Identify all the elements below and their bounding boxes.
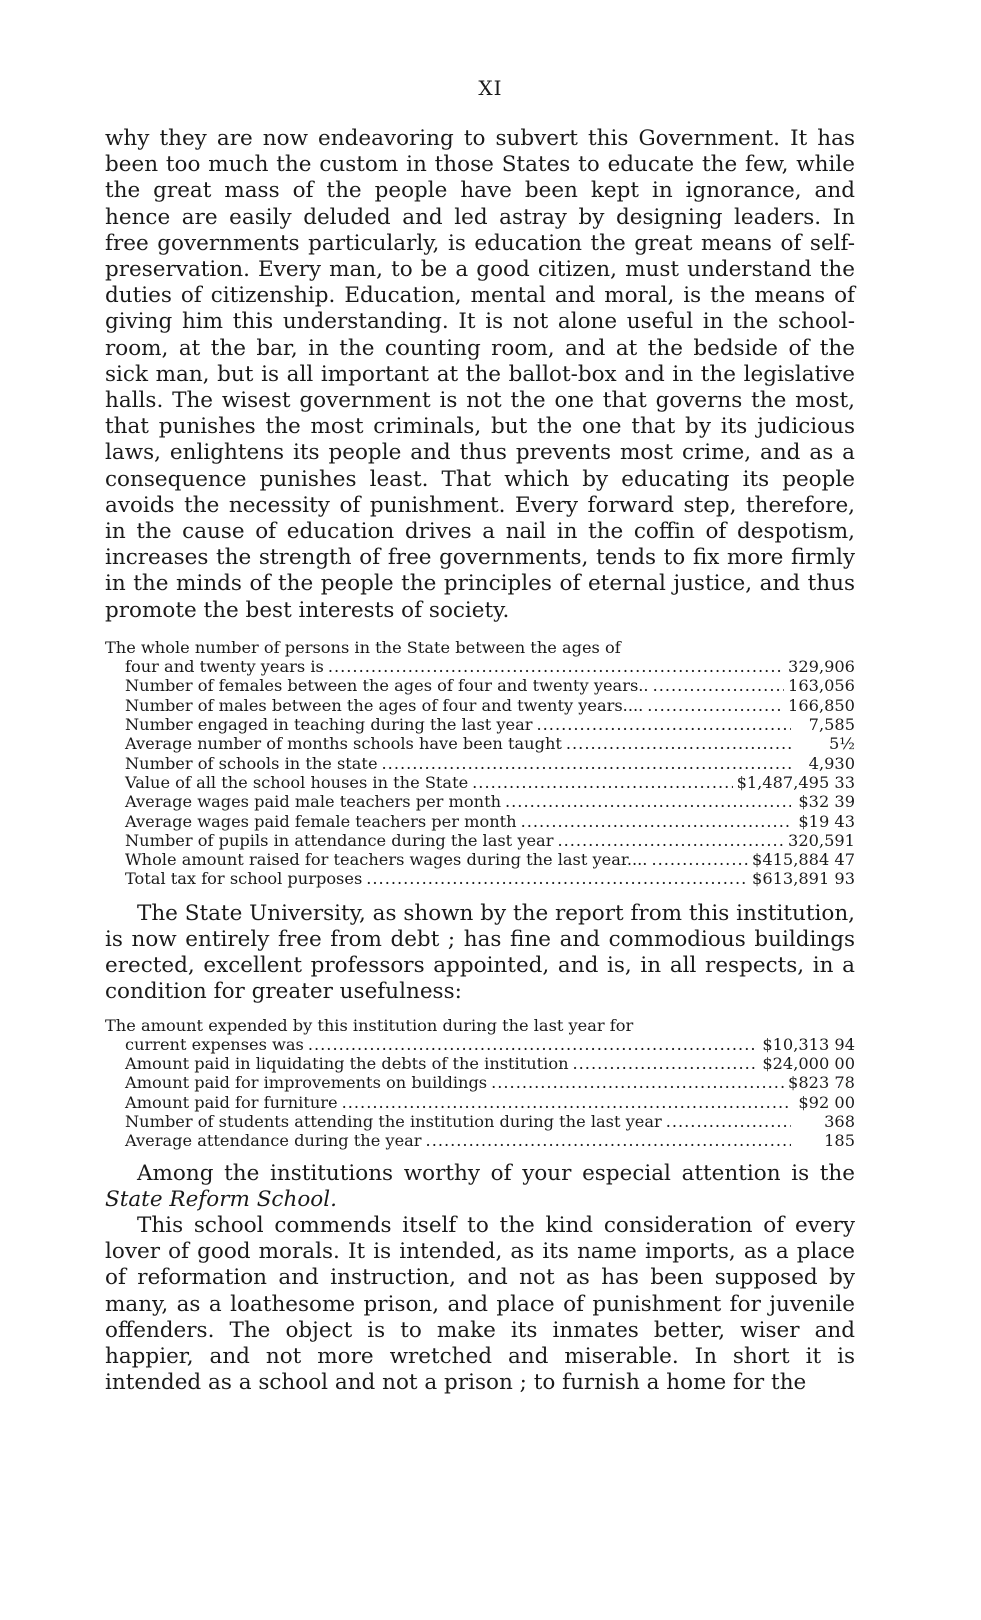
stat-value: $24,000 00 (762, 1054, 855, 1074)
stat-label: Amount paid for furniture (125, 1092, 338, 1112)
university-stat-list (105, 1054, 855, 1150)
stat-value: 163,056 (788, 676, 855, 696)
leader-dots (653, 676, 784, 695)
stat-label: Amount paid for improvements on buildings (125, 1073, 488, 1093)
leader-dots (382, 754, 791, 773)
stat-value: 329,906 (788, 657, 855, 677)
leader-dots (651, 850, 748, 869)
leader-dots (342, 1093, 791, 1112)
stat-value: 7,585 (808, 715, 855, 735)
stat-label: Number of schools in the state (125, 753, 378, 773)
stat-label: Value of all the school houses in the State (125, 772, 469, 792)
stat-label: Average wages paid female teachers per month (125, 811, 517, 831)
stat-label: Amount paid in liquidating the debts of the institution (125, 1054, 569, 1074)
stat-value: $92 00 (798, 1092, 855, 1112)
paragraph-reform-school: This school commends itself to the kind consideration of every lover of good morals. It is intended, as its name imports, as a place of reformation and instruction, and not as has been supposed by many, as a loathesome prison, and place of punishment for juvenile offenders. The object is to make its inmates better, wiser and happier, and not more wretched and miserable. In short it is intended as a school and not a prison ; to furnish a home for the (105, 1213, 855, 1396)
stat-label: Average number of months schools have been taught (125, 734, 562, 754)
stat-value: 5½ (829, 734, 855, 754)
university-stat-lead: The amount expended by this institution during the last year for (105, 1015, 634, 1035)
leader-dots (426, 1131, 791, 1150)
leader-dots (573, 1054, 759, 1073)
stat-value: 368 (824, 1112, 855, 1132)
leader-dots (472, 773, 732, 792)
school-stat-row (105, 831, 855, 850)
school-stat-row (105, 754, 855, 773)
leader-dots (308, 1035, 758, 1054)
stat-label: Number of females between the ages of four and twenty years.. (125, 676, 649, 696)
school-stat-row (105, 715, 855, 734)
leader-dots (328, 657, 784, 676)
school-stat-row (105, 792, 855, 811)
stat-value: $32 39 (798, 792, 855, 812)
body-column (105, 126, 855, 1396)
university-stat-row (105, 1131, 855, 1150)
school-stat-row (105, 773, 855, 792)
leader-dots (521, 812, 791, 831)
paragraph-university: The State University, as shown by the report from this institution, is now entirely free from debt ; has fine and commodious buildings erected, excellent professors appointed, and is, in all respects, in a condition for greater usefulness: (105, 900, 856, 1005)
leader-dots (491, 1073, 784, 1092)
page-number: XI (478, 76, 503, 100)
stat-value: 4,930 (808, 753, 855, 773)
stat-value: 320,591 (788, 830, 855, 850)
paragraph-education: why they are now endeavoring to subvert this Government. It has been too much the custom in those States to educate the few, while the great mass of the people have been kept in ignorance, and hence are easily deluded and led astray by designing leaders. In free governments particularly, is education the great means of self-preservation. Every man, to be a good citizen, must understand the duties of citizenship. Education, mental and moral, is the means of giving him this understanding. It is not alone useful in the school-room, at the bar, in the counting room, and at the bedside of the sick man, but is all important at the ballot-box and in the legislative halls. The wisest government is not the one that governs the most, that punishes the most criminals, but the one that by its judicious laws, enlightens its people and thus prevents most crime, and as a consequence punishes least. That which by educating its people avoids the necessity of punishment. Every forward step, therefore, in the cause of education drives a nail in the coffin of despotism, increases the strength of free governments, tends to fix more firmly in the minds of the people the principles of eternal justice, and thus promote the best interests of society. (105, 126, 855, 623)
school-stat-row (105, 676, 855, 695)
school-stat-row (105, 812, 855, 831)
stat-value: $19 43 (798, 811, 855, 831)
leader-dots (566, 734, 791, 753)
university-stat-row (105, 1035, 855, 1054)
stat-label: four and twenty years is (125, 657, 324, 677)
paragraph-reform-school-intro (105, 1161, 855, 1213)
university-stat-row (105, 1093, 855, 1112)
stat-value: $823 78 (788, 1073, 855, 1093)
school-stat-lead: The whole number of persons in the State between the ages of (105, 637, 621, 657)
stat-label: Average wages paid male teachers per month (125, 792, 502, 812)
school-stat-row (105, 869, 855, 888)
leader-dots (666, 1112, 791, 1131)
school-stat-list (105, 676, 855, 888)
reform-school-name: State Reform School. (105, 1186, 337, 1212)
leader-dots (505, 792, 791, 811)
stat-label: current expenses was (125, 1034, 304, 1054)
stat-value: 166,850 (788, 695, 855, 715)
stat-value: $1,487,495 33 (736, 772, 855, 792)
stat-label: Whole amount raised for teachers wages during the last year.... (125, 850, 648, 870)
stat-label: Number engaged in teaching during the last year (125, 715, 533, 735)
university-stat-row (105, 1073, 855, 1092)
stat-label: Total tax for school purposes (125, 869, 363, 889)
stat-value: $613,891 93 (752, 869, 855, 889)
stat-label: Average attendance during the year (125, 1131, 422, 1151)
university-stat-row (105, 1054, 855, 1073)
university-statistics (105, 1016, 855, 1151)
school-stat-row (105, 657, 855, 676)
leader-dots (537, 715, 791, 734)
school-stat-row (105, 734, 855, 753)
reform-intro-text: Among the institutions worthy of your especial attention is the (137, 1160, 855, 1186)
stat-value: $415,884 47 (752, 850, 855, 870)
stat-value: $10,313 94 (762, 1034, 855, 1054)
stat-label: Number of pupils in attendance during the last year (125, 830, 554, 850)
stat-value: 185 (824, 1131, 855, 1151)
leader-dots (557, 831, 784, 850)
stat-label: Number of males between the ages of four and twenty years.... (125, 695, 644, 715)
university-stat-row (105, 1112, 855, 1131)
school-stat-row (105, 850, 855, 869)
school-stat-row (105, 696, 855, 715)
stat-label: Number of students attending the institution during the last year (125, 1112, 662, 1132)
school-statistics (105, 638, 855, 889)
leader-dots (366, 869, 748, 888)
leader-dots (647, 696, 784, 715)
